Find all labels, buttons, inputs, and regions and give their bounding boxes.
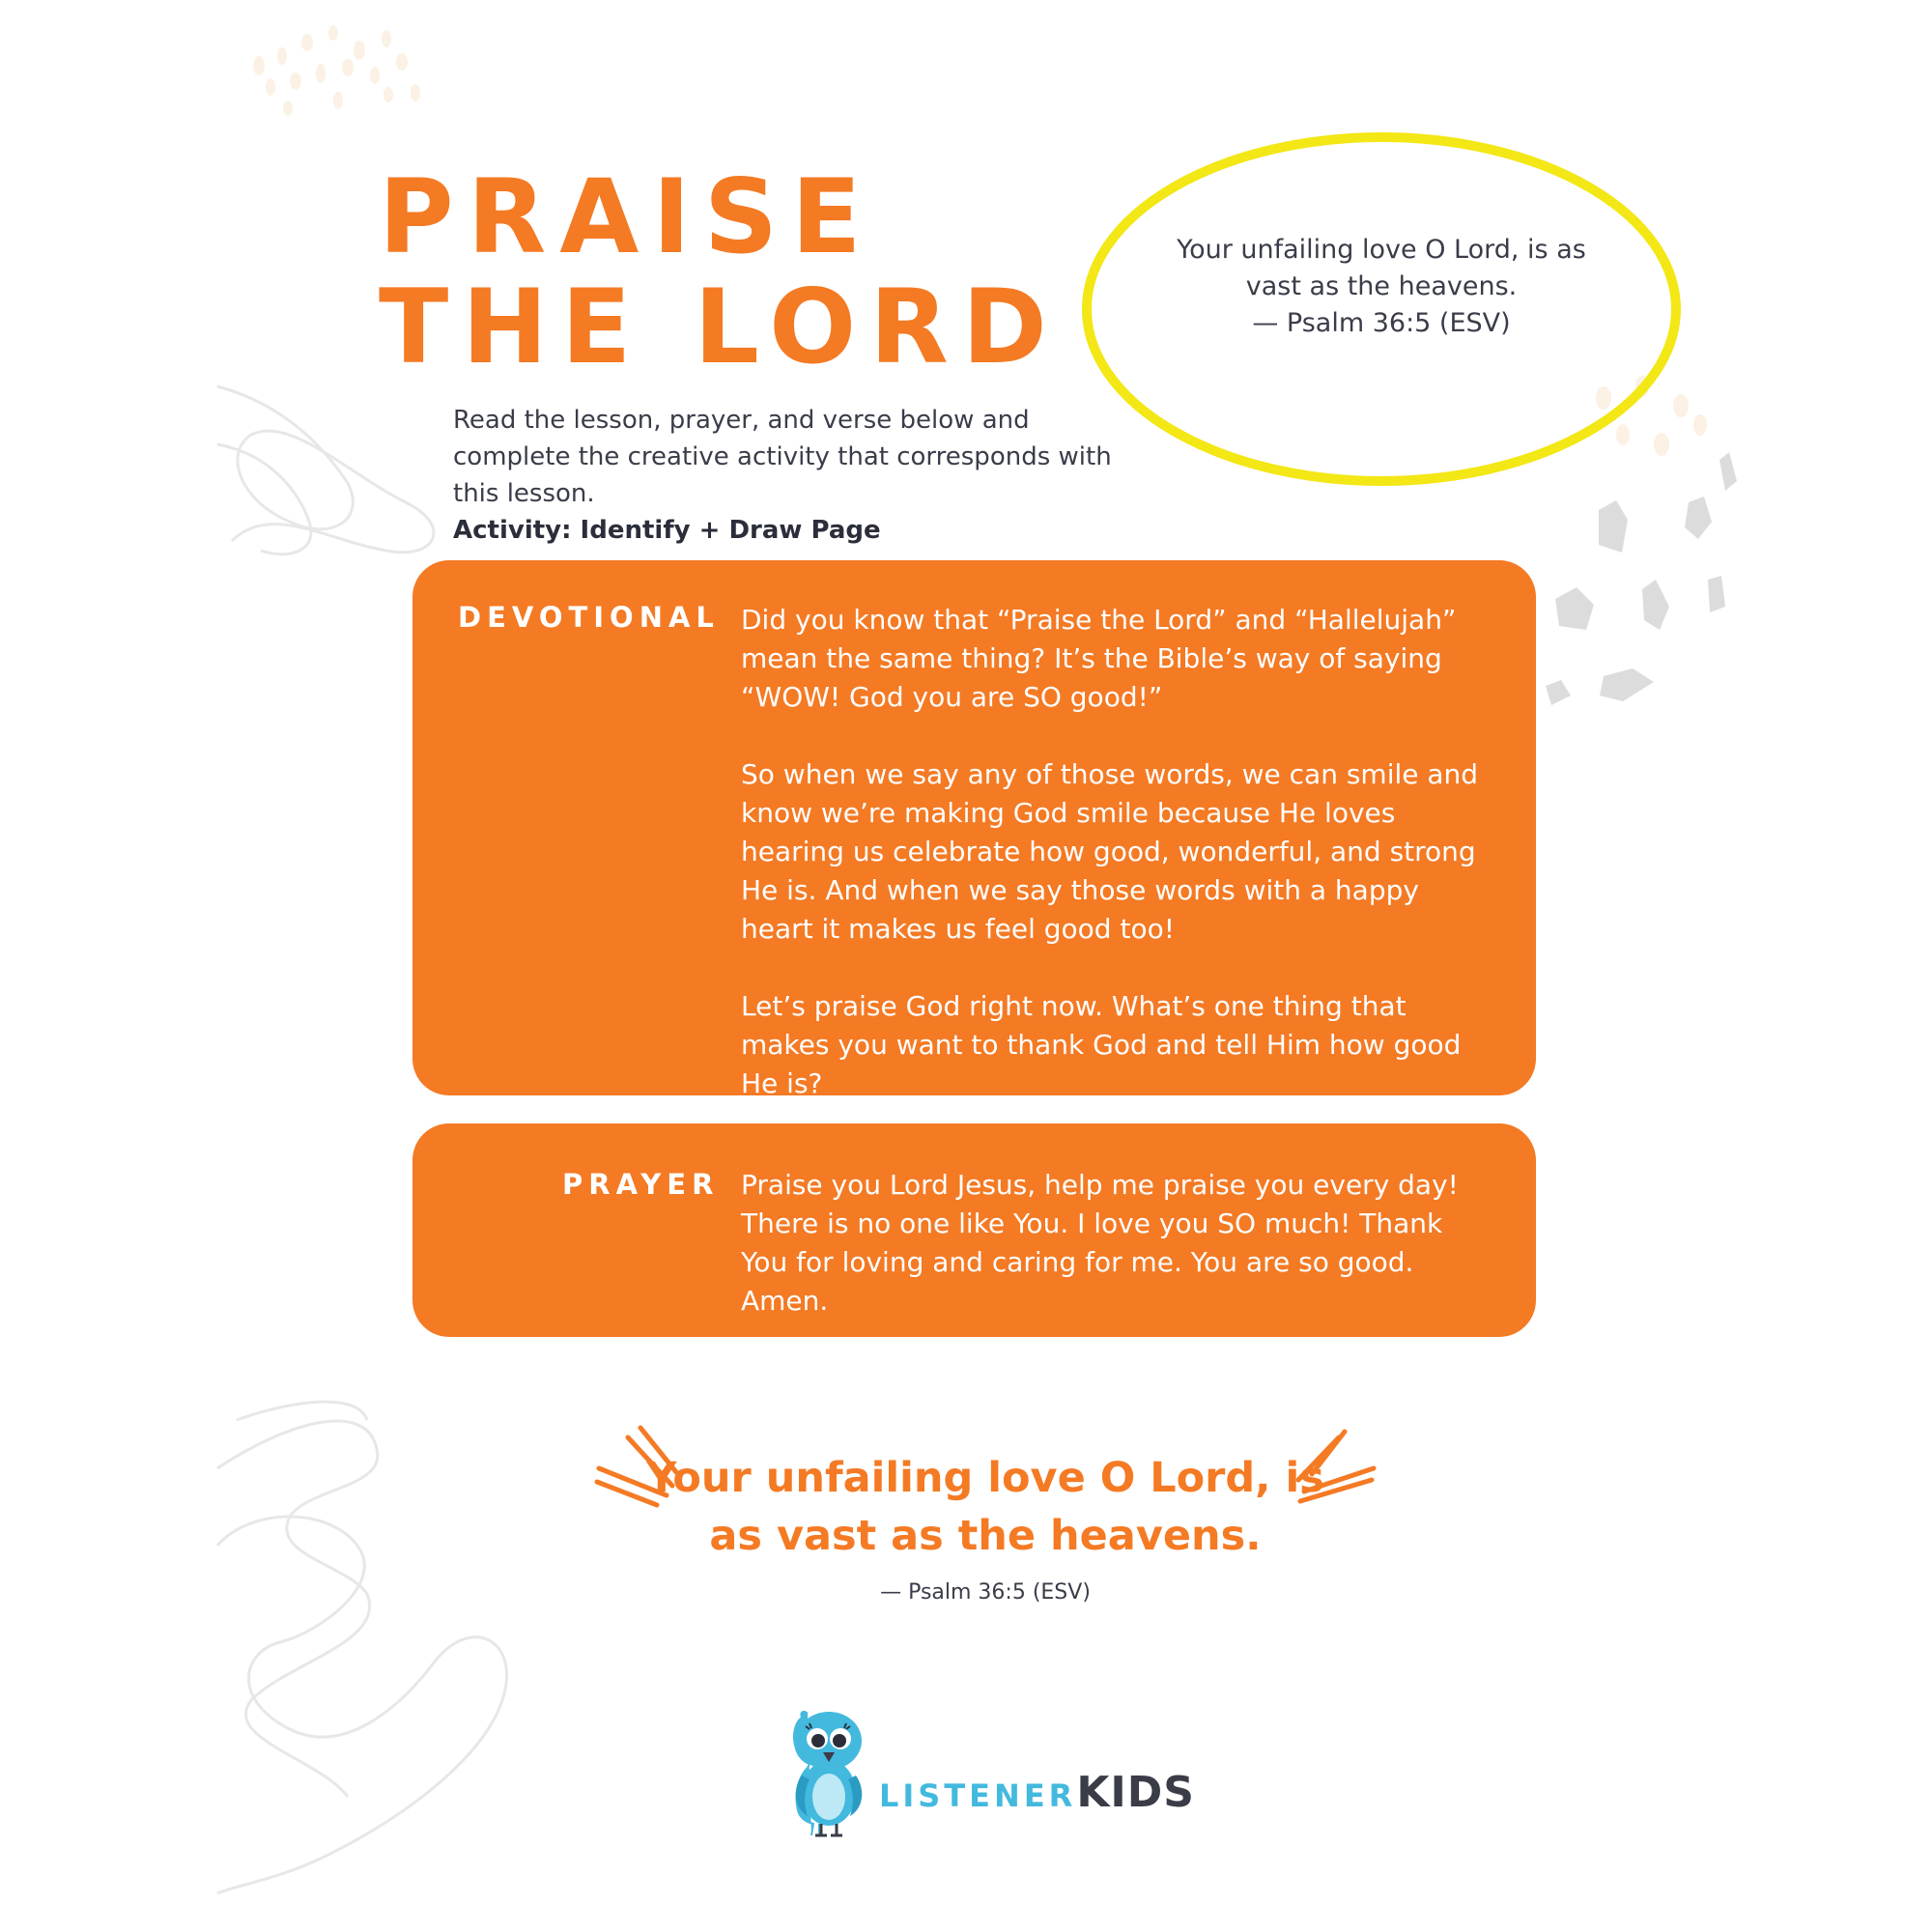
activity-label: Activity: Identify + Draw Page [453, 516, 881, 545]
devotional-paragraph: Did you know that “Praise the Lord” and “Hallelujah” mean the same thing? It’s the Bible’s way of saying “WOW! God you are SO good!” [741, 604, 1457, 713]
devotional-card [412, 560, 1536, 1099]
bluebird-icon [790, 1708, 867, 1839]
featured-quote-line-1: Your unfailing love O Lord, is [646, 1454, 1324, 1502]
prayer-card [412, 1123, 1536, 1337]
page-title-line-1: PRAISE [379, 157, 875, 276]
featured-quote-reference: — Psalm 36:5 (ESV) [880, 1580, 1091, 1605]
intro-block [453, 402, 1149, 549]
devotional-paragraph: So when we say any of those words, we can smile and know we’re making God smile because He loves hearing us celebrate how good, wonderful, and strong He is. And when we say those words with a happy heart it makes us feel good too! [741, 758, 1479, 945]
devotional-body [741, 601, 1494, 1103]
verse-line-1: Your unfailing love O Lord, is as [1177, 235, 1586, 265]
prayer-body: Praise you Lord Jesus, help me praise you every day! There is no one like You. I love you SO much! Thank You for loving and caring for me. You are so good. Amen. [741, 1169, 1459, 1317]
featured-quote-line-2: as vast as the heavens. [709, 1512, 1262, 1560]
dot-cluster-top-left [253, 25, 420, 116]
verse-reference: — Psalm 36:5 (ESV) [1252, 308, 1511, 338]
listener-kids-logo [879, 1768, 1195, 1817]
brush-marks-right [1546, 452, 1737, 705]
intro-text: Read the lesson, prayer, and verse below and complete the creative activity that corresponds with this lesson. [453, 406, 1112, 508]
verse-line-2: vast as the heavens. [1245, 271, 1518, 301]
page-title-line-2: THE LORD [379, 268, 1061, 386]
logo-text-listener: LISTENER [879, 1777, 1077, 1814]
devotional-paragraph: Let’s praise God right now. What’s one thing that makes you want to thank God and tell Him how good He is? [741, 990, 1462, 1099]
prayer-heading: PRAYER [562, 1168, 720, 1201]
verse-bubble [1150, 232, 1613, 342]
devotional-heading: DEVOTIONAL [458, 601, 720, 634]
logo-text-kids: KIDS [1076, 1768, 1195, 1817]
featured-quote [502, 1449, 1468, 1565]
